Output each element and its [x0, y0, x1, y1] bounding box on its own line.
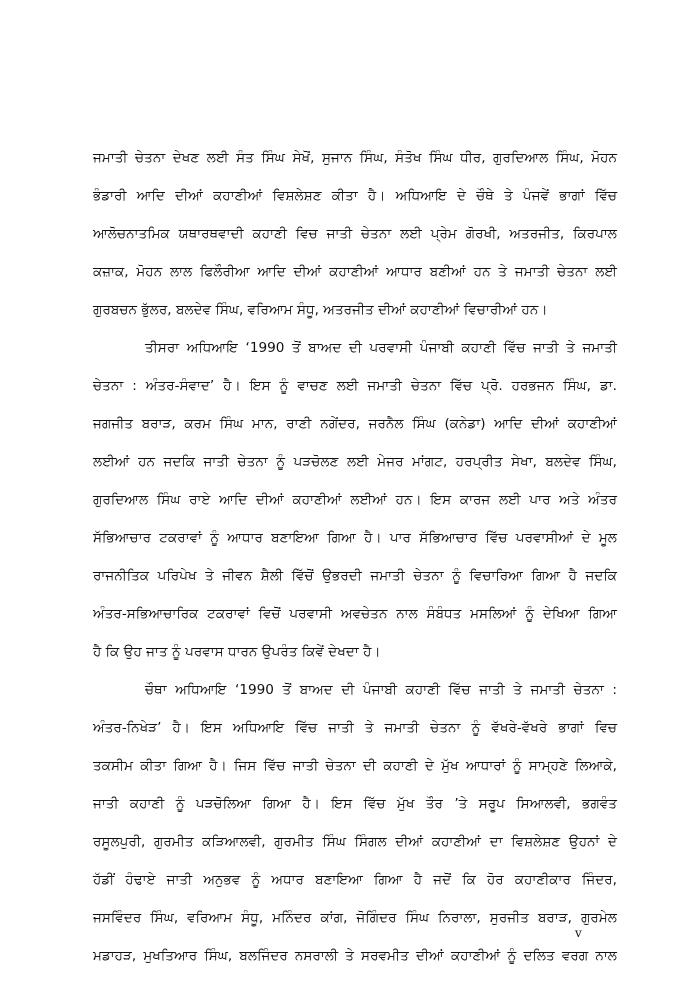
- text-line: ਚੌਥਾ ਅਧਿਆਇ ‘1990 ਤੋਂ ਬਾਅਦ ਦੀ ਪੰਜਾਬੀ ਕਹਾਣੀ ਵਿੱਚ ਜਾਤੀ ਤੇ ਜਮਾਤੀ ਚੇਤਨਾ :: [145, 682, 617, 698]
- text-line: ਮਡਾਹੜ, ਮੁਖਤਿਆਰ ਸਿੰਘ, ਬਲਜਿੰਦਰ ਨਸਰਾਲੀ ਤੇ ਸਰਵਮੀਤ ਦੀਆਂ ਕਹਾਣੀਆਂ ਨੂੰ ਦਲਿਤ ਵਰਗ ਨਾਲ: [93, 948, 617, 964]
- text-line: ਆਲੋਚਨਾਤਮਿਕ ਯਥਾਰਥਵਾਦੀ ਕਹਾਣੀ ਵਿਚ ਜਾਤੀ ਚੇਤਨਾ ਲਈ ਪ੍ਰੇਮ ਗੋਰਖੀ, ਅਤਰਜੀਤ, ਕਿਰਪਾਲ: [93, 226, 617, 242]
- text-line: ਤਕਸੀਮ ਕੀਤਾ ਗਿਆ ਹੈ। ਜਿਸ ਵਿੱਚ ਜਾਤੀ ਚੇਤਨਾ ਦੀ ਕਹਾਣੀ ਦੇ ਮੁੱਖ ਆਧਾਰਾਂ ਨੂੰ ਸਾਮ੍ਹਣੇ ਲਿਆਕੇ,: [93, 758, 617, 774]
- text-line: ਰਸੂਲਪੁਰੀ, ਗੁਰਮੀਤ ਕੜਿਆਲਵੀ, ਗੁਰਮੀਤ ਸਿੰਘ ਸਿੰਗਲ ਦੀਆਂ ਕਹਾਣੀਆਂ ਦਾ ਵਿਸ਼ਲੇਸ਼ਣ ਉਹਨਾਂ ਦੇ: [93, 834, 617, 850]
- text-line: ਰਾਜਨੀਤਿਕ ਪਰਿਪੇਖ ਤੇ ਜੀਵਨ ਸ਼ੈਲੀ ਵਿੱਚੋਂ ਉਭਰਦੀ ਜਮਾਤੀ ਚੇਤਨਾ ਨੂੰ ਵਿਚਾਰਿਆ ਗਿਆ ਹੈ ਜਦਕਿ: [93, 568, 617, 584]
- text-line: ਤੀਸਰਾ ਅਧਿਆਇ ‘1990 ਤੋਂ ਬਾਅਦ ਦੀ ਪਰਵਾਸੀ ਪੰਜਾਬੀ ਕਹਾਣੀ ਵਿੱਚ ਜਾਤੀ ਤੇ ਜਮਾਤੀ: [145, 340, 617, 356]
- text-line: ਅੰਤਰ-ਨਿਖੇੜ’ ਹੈ। ਇਸ ਅਧਿਆਇ ਵਿੱਚ ਜਾਤੀ ਤੇ ਜਮਾਤੀ ਚੇਤਨਾ ਨੂੰ ਵੱਖਰੇ-ਵੱਖਰੇ ਭਾਗਾਂ ਵਿਚ: [93, 720, 617, 736]
- text-line: ਜਗਜੀਤ ਬਰਾੜ, ਕਰਮ ਸਿੰਘ ਮਾਨ, ਰਾਣੀ ਨਗੇਂਦਰ, ਜਰਨੈਲ ਸਿੰਘ (ਕਨੇਡਾ) ਆਦਿ ਦੀਆਂ ਕਹਾਣੀਆਂ: [93, 416, 617, 432]
- text-line: ਜਾਤੀ ਕਹਾਣੀ ਨੂੰ ਪੜਚੋਲਿਆ ਗਿਆ ਹੈ। ਇਸ ਵਿੱਚ ਮੁੱਖ ਤੌਰ ’ਤੇ ਸਰੂਪ ਸਿਆਲਵੀ, ਭਗਵੰਤ: [93, 796, 617, 812]
- text-line: ਕਜ਼ਾਕ, ਮੋਹਨ ਲਾਲ ਫਿਲੌਰੀਆ ਆਦਿ ਦੀਆਂ ਕਹਾਣੀਆਂ ਆਧਾਰ ਬਣੀਆਂ ਹਨ ਤੇ ਜਮਾਤੀ ਚੇਤਨਾ ਲਈ: [93, 264, 617, 280]
- text-line: ਚੇਤਨਾ : ਅੰਤਰ-ਸੰਵਾਦ’ ਹੈ। ਇਸ ਨੂੰ ਵਾਚਣ ਲਈ ਜਮਾਤੀ ਚੇਤਨਾ ਵਿੱਚ ਪ੍ਰੋ. ਹਰਭਜਨ ਸਿੰਘ, ਡਾ.: [93, 378, 617, 394]
- text-line: ਗੁਰਦਿਆਲ ਸਿੰਘ ਰਾਏ ਆਦਿ ਦੀਆਂ ਕਹਾਣੀਆਂ ਲਈਆਂ ਹਨ। ਇਸ ਕਾਰਜ ਲਈ ਪਾਰ ਅਤੇ ਅੰਤਰ: [93, 492, 617, 508]
- text-line: ਭੰਡਾਰੀ ਆਦਿ ਦੀਆਂ ਕਹਾਣੀਆਂ ਵਿਸ਼ਲੇਸ਼ਣ ਕੀਤਾ ਹੈ। ਅਧਿਆਇ ਦੇ ਚੌਥੇ ਤੇ ਪੰਜਵੇਂ ਭਾਗਾਂ ਵਿੱਚ: [93, 188, 617, 204]
- text-line: ਅੰਤਰ-ਸਭਿਆਚਾਰਿਕ ਟਕਰਾਵਾਂ ਵਿਚੋਂ ਪਰਵਾਸੀ ਅਵਚੇਤਨ ਨਾਲ ਸੰਬੰਧਤ ਮਸਲਿਆਂ ਨੂੰ ਦੇਖਿਆ ਗਿਆ: [93, 606, 617, 622]
- text-line: ਗੁਰਬਚਨ ਭੁੱਲਰ, ਬਲਦੇਵ ਸਿੰਘ, ਵਰਿਆਮ ਸੰਧੂ, ਅਤਰਜੀਤ ਦੀਆਂ ਕਹਾਣੀਆਂ ਵਿਚਾਰੀਆਂ ਹਨ।: [93, 302, 548, 318]
- text-line: ਹੈ ਕਿ ਉਹ ਜਾਤ ਨੂੰ ਪਰਵਾਸ ਧਾਰਨ ਉਪਰੰਤ ਕਿਵੇਂ ਦੇਖਦਾ ਹੈ।: [93, 644, 381, 660]
- text-line: ਲਈਆਂ ਹਨ ਜਦਕਿ ਜਾਤੀ ਚੇਤਨਾ ਨੂੰ ਪੜਚੋਲਣ ਲਈ ਮੇਜਰ ਮਾਂਗਟ, ਹਰਪ੍ਰੀਤ ਸੇਖਾ, ਬਲਦੇਵ ਸਿੰਘ,: [93, 454, 617, 470]
- text-line: ਜਸਵਿੰਦਰ ਸਿੰਘ, ਵਰਿਆਮ ਸੰਧੂ, ਮਨਿੰਦਰ ਕਾਂਗ, ਜੋਗਿੰਦਰ ਸਿੰਘ ਨਿਰਾਲਾ, ਸੁਰਜੀਤ ਬਰਾੜ, ਗੁਰਮੇਲ: [93, 910, 617, 926]
- text-line: ਹੱਡੀਂ ਹੰਢਾਏ ਜਾਤੀ ਅਨੁਭਵ ਨੂੰ ਅਧਾਰ ਬਣਾਇਆ ਗਿਆ ਹੈ ਜਦੋਂ ਕਿ ਹੋਰ ਕਹਾਣੀਕਾਰ ਜਿੰਦਰ,: [93, 872, 617, 888]
- text-line: ਸੱਭਿਆਚਾਰ ਟਕਰਾਵਾਂ ਨੂੰ ਆਧਾਰ ਬਣਾਇਆ ਗਿਆ ਹੈ। ਪਾਰ ਸੱਭਿਆਚਾਰ ਵਿੱਚ ਪਰਵਾਸੀਆਂ ਦੇ ਮੂਲ: [93, 530, 617, 546]
- text-line: ਜਮਾਤੀ ਚੇਤਨਾ ਦੇਖਣ ਲਈ ਸੰਤ ਸਿੰਘ ਸੇਖੋਂ, ਸੁਜਾਨ ਸਿੰਘ, ਸੰਤੋਖ ਸਿੰਘ ਧੀਰ, ਗੁਰਦਿਆਲ ਸਿੰਘ, ਮੋਹਨ: [93, 150, 617, 166]
- page-number: v: [575, 926, 582, 940]
